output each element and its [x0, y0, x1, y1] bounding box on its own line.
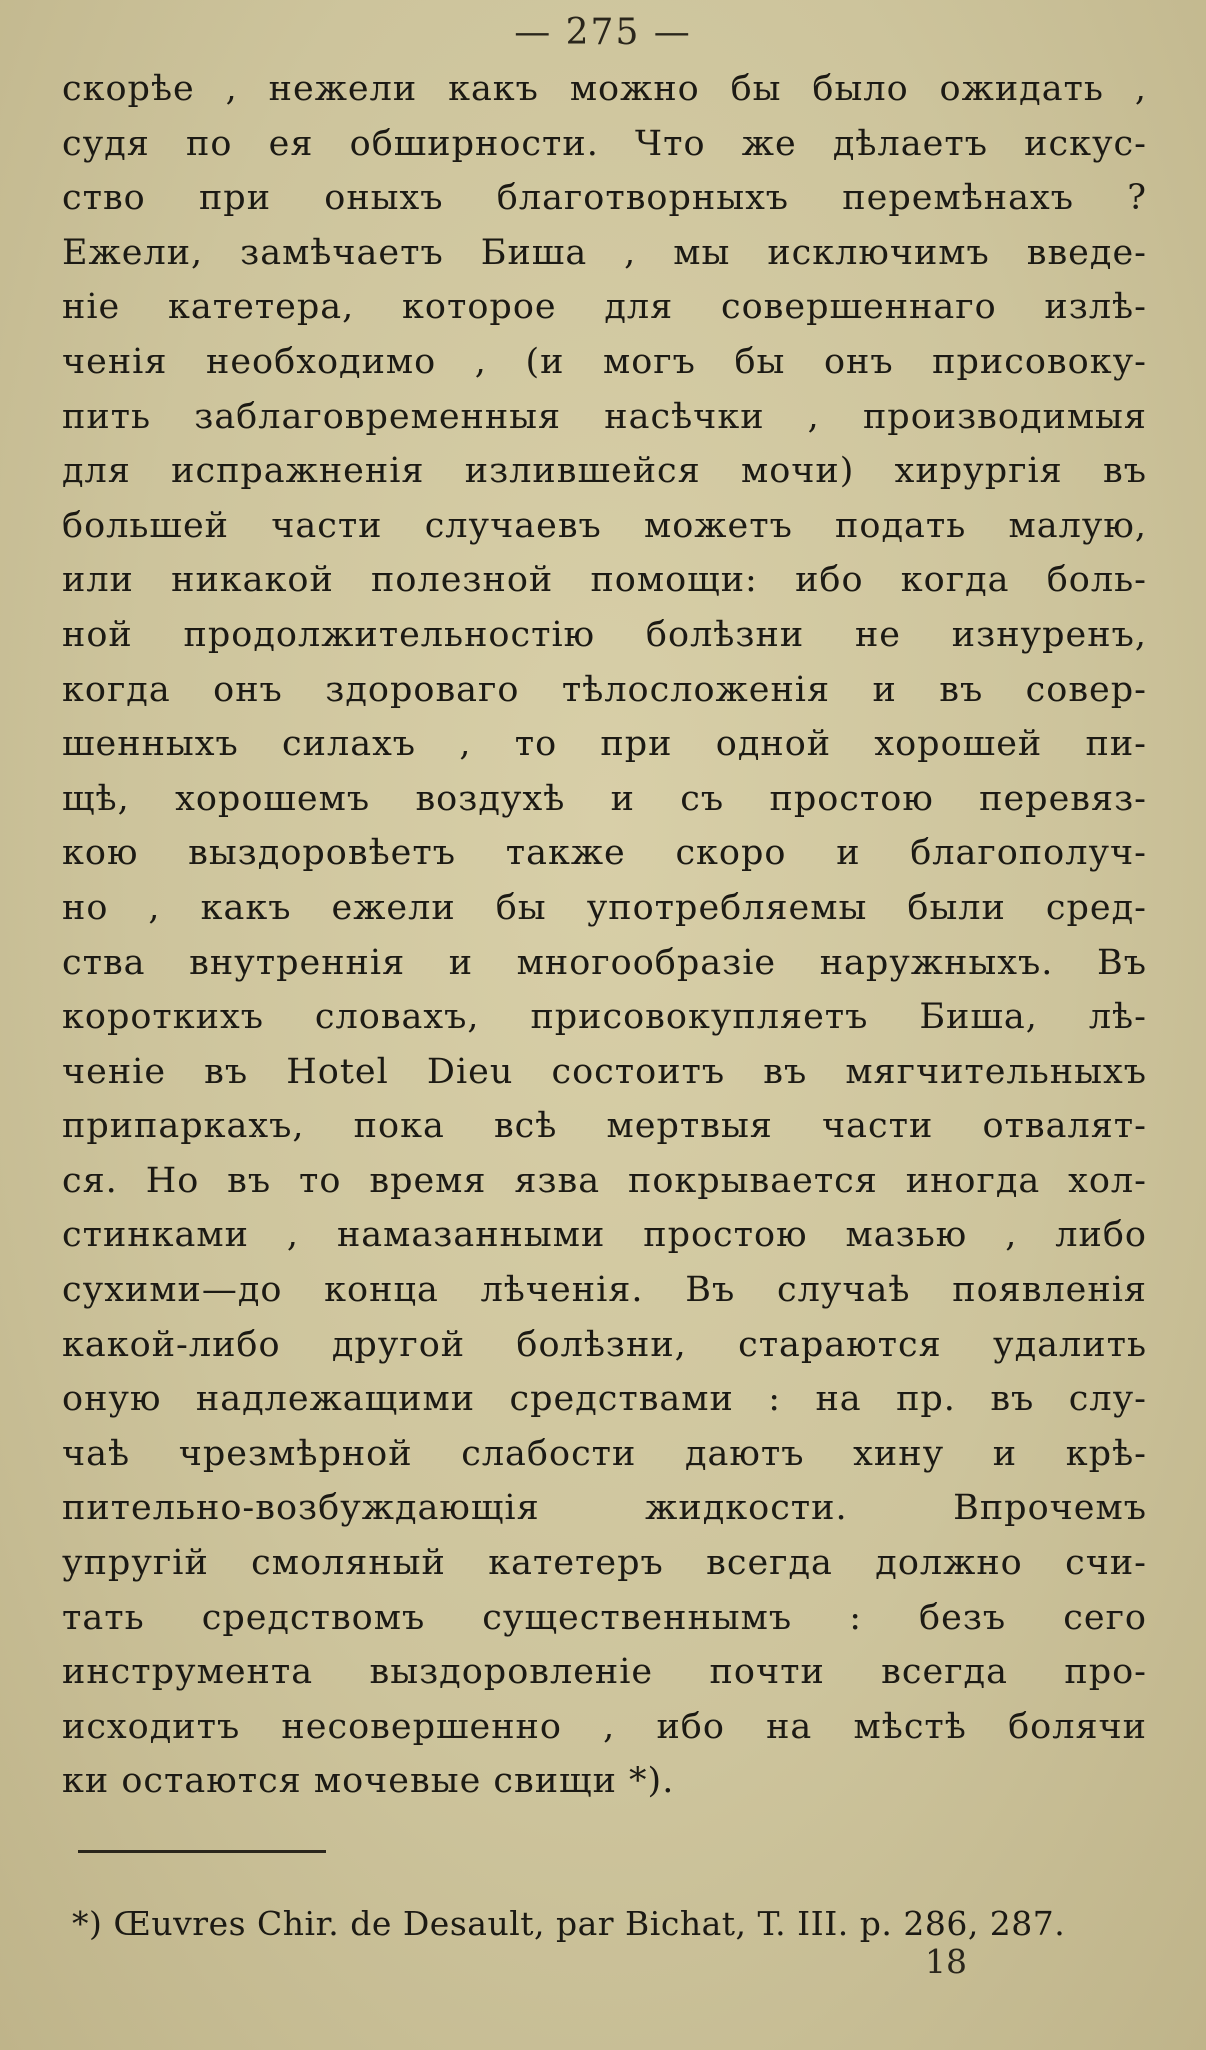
- footnote-rule: [78, 1850, 326, 1853]
- text-line: упругій смоляный катетеръ всегда должно счи-: [62, 1543, 1147, 1584]
- text-line: короткихъ словахъ, присовокупляетъ Биша, лѣ-: [62, 997, 1147, 1038]
- body-text: [62, 62, 1147, 1809]
- text-line: ніе катетера, которое для совершеннаго излѣ-: [62, 287, 1147, 328]
- text-line: большей части случаевъ можетъ подать малую,: [62, 505, 1147, 546]
- text-line: инструмента выздоровленіе почти всегда про-: [62, 1652, 1147, 1693]
- text-line: ства внутреннія и многообразіе наружныхъ. Въ: [62, 942, 1147, 983]
- text-line: ченіе въ Hotel Dieu состоитъ въ мягчительныхъ: [62, 1051, 1147, 1092]
- text-line: ки остаются мочевые свищи *).: [62, 1761, 675, 1802]
- text-line: кою выздоровѣетъ также скоро и благополуч-: [62, 833, 1147, 874]
- text-line: шенныхъ силахъ , то при одной хорошей пи-: [62, 724, 1147, 765]
- text-line: чаѣ чрезмѣрной слабости даютъ хину и крѣ-: [62, 1433, 1147, 1474]
- text-line: припаркахъ, пока всѣ мертвыя части отвалят-: [62, 1106, 1147, 1147]
- text-line: ной продолжительностію болѣзни не изнуренъ,: [62, 614, 1147, 655]
- text-line: щѣ, хорошемъ воздухѣ и съ простою перевяз-: [62, 778, 1147, 819]
- text-line: оную надлежащими средствами : на пр. въ слу-: [62, 1379, 1147, 1420]
- text-line: пить заблаговременныя насѣчки , производимыя: [62, 396, 1147, 437]
- text-line: для испражненія излившейся мочи) хирургія въ: [62, 451, 1147, 492]
- text-line: но , какъ ежели бы употребляемы были сред-: [62, 887, 1147, 928]
- text-line: Ежели, замѣчаетъ Биша , мы исключимъ введе-: [62, 232, 1147, 273]
- text-line: ся. Но въ то время язва покрывается иногда хол-: [62, 1160, 1147, 1201]
- text-line: пительно-возбуждающія жидкости. Впрочемъ: [62, 1488, 1147, 1529]
- text-line: когда онъ здороваго тѣлосложенія и въ совер-: [62, 669, 1147, 710]
- text-line: судя по ея обширности. Что же дѣлаетъ искус-: [62, 123, 1147, 164]
- signature-mark: 18: [925, 1942, 967, 1981]
- text-line: какой-либо другой болѣзни, стараются удалить: [62, 1324, 1147, 1365]
- text-line: скорѣе , нежели какъ можно бы было ожидать ,: [62, 69, 1147, 109]
- footnote: *) Œuvres Chir. de Desault, par Bichat, T. III. p. 286, 287.: [72, 1904, 1066, 1943]
- text-line: сухими—до конца лѣченія. Въ случаѣ появленія: [62, 1270, 1147, 1311]
- text-line: исходитъ несовершенно , ибо на мѣстѣ болячи: [62, 1706, 1147, 1747]
- text-line: стинками , намазанными простою мазью , либо: [62, 1215, 1147, 1256]
- text-line: или никакой полезной помощи: ибо когда боль-: [62, 560, 1147, 601]
- page-number: — 275 —: [514, 12, 692, 53]
- text-line: тать средствомъ существеннымъ : безъ сего: [62, 1597, 1147, 1638]
- text-line: ство при оныхъ благотворныхъ перемѣнахъ ?: [62, 178, 1147, 219]
- text-line: ченія необходимо , (и могъ бы онъ присовоку-: [62, 341, 1147, 382]
